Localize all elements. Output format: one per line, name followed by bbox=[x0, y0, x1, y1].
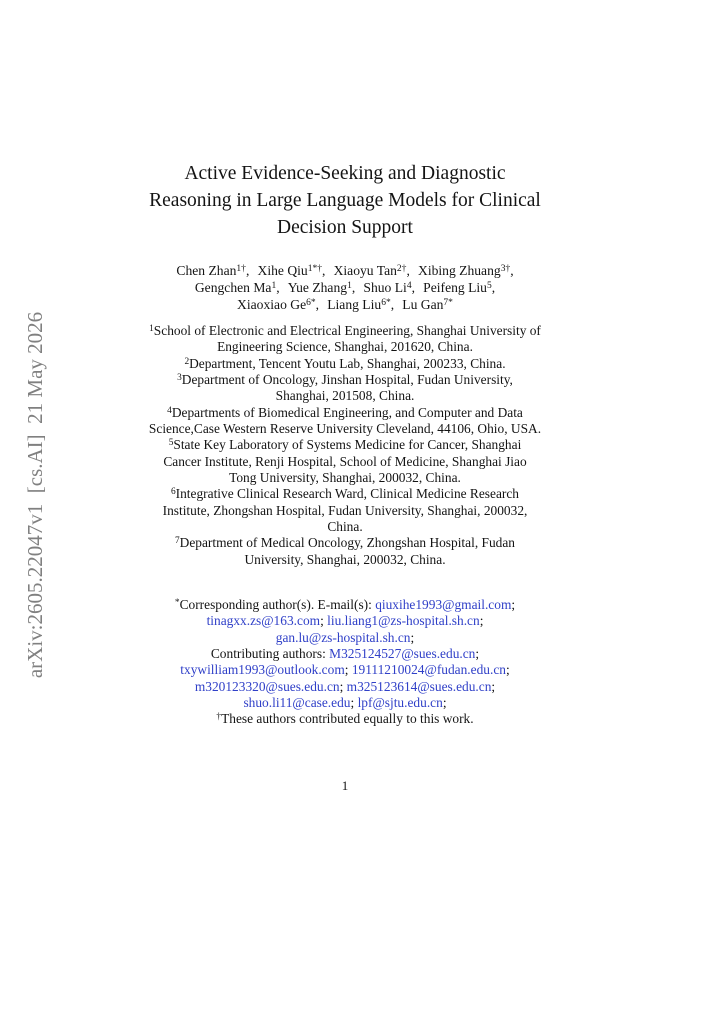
affiliation-number: 1 bbox=[149, 324, 154, 335]
author-separator: , bbox=[245, 263, 250, 278]
correspondence-text: ; bbox=[320, 613, 328, 629]
affiliation-line bbox=[115, 339, 575, 355]
author-separator: , bbox=[351, 280, 356, 295]
correspondence-text: ; bbox=[479, 613, 484, 629]
affiliation-line bbox=[115, 437, 575, 453]
correspondence-line bbox=[115, 679, 575, 695]
affiliation-text: Departments of Biomedical Engineering, and Computer and Data bbox=[171, 404, 523, 420]
correspondence-text: ; bbox=[344, 662, 352, 678]
affiliation-number: 7 bbox=[174, 536, 180, 547]
correspondence-line bbox=[115, 630, 575, 646]
author-separator: , bbox=[322, 263, 326, 278]
affiliation-text: School of Electronic and Electrical Engineering, Shanghai University of bbox=[153, 323, 541, 338]
email-link[interactable]: tinagxx.zs@163.com bbox=[206, 613, 321, 629]
author-line bbox=[115, 296, 575, 313]
email-link[interactable]: liu.liang1@zs-hospital.sh.cn bbox=[327, 613, 480, 629]
affiliation-line bbox=[115, 372, 575, 388]
email-link[interactable]: gan.lu@zs-hospital.sh.cn bbox=[275, 629, 411, 645]
affiliation-number: 2 bbox=[184, 356, 190, 367]
email-link[interactable]: lpf@sjtu.edu.cn bbox=[357, 695, 443, 711]
affiliation-line bbox=[115, 470, 575, 486]
correspondence-line bbox=[115, 597, 575, 613]
correspondence-text: ; bbox=[511, 597, 516, 612]
email-link[interactable]: qiuxihe1993@gmail.com bbox=[375, 597, 512, 612]
author-line bbox=[115, 262, 575, 279]
affiliation-text: Shanghai, 201508, China. bbox=[275, 388, 415, 404]
author-list bbox=[115, 262, 575, 313]
affiliation-text: Cancer Institute, Renji Hospital, School of Medicine, Shanghai Jiao bbox=[163, 453, 527, 469]
author bbox=[423, 280, 495, 295]
author-affiliation-mark: 1*† bbox=[307, 264, 322, 275]
author-affiliation-mark: 2† bbox=[396, 264, 407, 275]
title-line: Decision Support bbox=[277, 217, 413, 238]
affiliation bbox=[115, 437, 575, 486]
affiliation-line bbox=[115, 405, 575, 421]
affiliation-text: Engineering Science, Shanghai, 201620, China. bbox=[217, 339, 473, 355]
author bbox=[195, 280, 280, 295]
author-name: Chen Zhan bbox=[176, 263, 237, 278]
affiliation-text: University, Shanghai, 200032, China. bbox=[244, 551, 446, 567]
title-line: Active Evidence-Seeking and Diagnostic bbox=[184, 163, 506, 184]
affiliation-line bbox=[115, 503, 575, 519]
affiliation-line bbox=[115, 519, 575, 535]
author-separator: , bbox=[510, 263, 514, 278]
correspondence-text: Corresponding author(s). E-mail(s): bbox=[179, 597, 376, 612]
email-link[interactable]: M325124527@sues.edu.cn bbox=[329, 646, 476, 662]
correspondence-line bbox=[115, 613, 575, 629]
author-separator: , bbox=[390, 297, 395, 312]
author-name: Peifeng Liu bbox=[423, 280, 487, 295]
author-name: Xihe Qiu bbox=[257, 263, 308, 278]
author bbox=[418, 263, 514, 278]
author-affiliation-mark: 6* bbox=[381, 298, 391, 309]
affiliation-text: Integrative Clinical Research Ward, Clinical Medicine Research bbox=[175, 486, 520, 502]
correspondence-text: ; bbox=[410, 629, 415, 645]
author-name: Shuo Li bbox=[363, 280, 407, 295]
email-link[interactable]: m320123320@sues.edu.cn bbox=[194, 678, 340, 694]
affiliation-line bbox=[115, 388, 575, 404]
email-link[interactable]: txywilliam1993@outlook.com bbox=[180, 662, 345, 678]
correspondence-text: ; bbox=[442, 695, 447, 711]
affiliation-text: Institute, Zhongshan Hospital, Fudan University, Shanghai, 200032, bbox=[162, 502, 528, 518]
affiliation-line bbox=[115, 421, 575, 437]
footnote-mark: * bbox=[174, 598, 180, 609]
author-name: Xiaoxiao Ge bbox=[237, 297, 307, 312]
email-link[interactable]: shuo.li11@case.edu bbox=[243, 695, 351, 711]
affiliation-text: Science,Case Western Reserve University Cleveland, 44106, Ohio, USA. bbox=[148, 421, 542, 437]
email-link[interactable]: 19111210024@fudan.edu.cn bbox=[351, 662, 506, 678]
affiliation-line bbox=[115, 535, 575, 551]
author-name: Xibing Zhuang bbox=[418, 263, 501, 278]
affiliation bbox=[115, 405, 575, 438]
affiliation-line bbox=[115, 323, 575, 339]
author-affiliation-mark: 4 bbox=[406, 281, 412, 292]
footnote-mark: † bbox=[216, 712, 222, 723]
author-affiliation-mark: 1 bbox=[347, 281, 352, 292]
affiliation-list bbox=[115, 323, 575, 568]
affiliation bbox=[115, 356, 575, 372]
correspondence-line bbox=[115, 695, 575, 711]
author bbox=[258, 263, 326, 278]
page-number: 1 bbox=[341, 778, 349, 793]
author-name: Liang Liu bbox=[327, 297, 382, 312]
affiliation-number: 4 bbox=[167, 405, 172, 416]
author bbox=[237, 297, 319, 312]
author-name: Yue Zhang bbox=[287, 280, 348, 295]
author-separator: , bbox=[411, 280, 416, 295]
paper-title bbox=[115, 160, 575, 241]
correspondence-text: ; bbox=[505, 662, 510, 678]
affiliation-line bbox=[115, 552, 575, 568]
author-name: Gengchen Ma bbox=[194, 280, 272, 295]
affiliation-text: Department of Oncology, Jinshan Hospital, Fudan University, bbox=[181, 372, 513, 388]
affiliation bbox=[115, 486, 575, 535]
correspondence-line bbox=[115, 711, 575, 727]
affiliation bbox=[115, 323, 575, 356]
affiliation-text: Tong University, Shanghai, 200032, China. bbox=[229, 470, 461, 486]
affiliation-number: 5 bbox=[168, 438, 174, 449]
affiliation-line bbox=[115, 454, 575, 470]
correspondence-line bbox=[115, 662, 575, 678]
correspondence-text: ; bbox=[339, 678, 347, 694]
author-line bbox=[115, 279, 575, 296]
author-separator: , bbox=[491, 280, 496, 295]
affiliation-line bbox=[115, 486, 575, 502]
title-line: Reasoning in Large Language Models for Clinical bbox=[149, 190, 541, 211]
email-link[interactable]: m325123614@sues.edu.cn bbox=[346, 678, 492, 694]
affiliation-number: 6 bbox=[170, 487, 176, 498]
correspondence-line bbox=[115, 646, 575, 662]
affiliation bbox=[115, 372, 575, 405]
author bbox=[288, 280, 355, 295]
affiliation-number: 3 bbox=[177, 373, 182, 384]
author-affiliation-mark: 7* bbox=[443, 298, 453, 309]
correspondence-text: ; bbox=[491, 678, 496, 694]
affiliation-text: Department, Tencent Youtu Lab, Shanghai, 200233, China. bbox=[189, 355, 506, 371]
correspondence-text: ; bbox=[475, 646, 480, 662]
author-name: Lu Gan bbox=[402, 297, 444, 312]
author bbox=[327, 297, 394, 312]
correspondence-text: ; bbox=[350, 695, 358, 711]
correspondence-text: These authors contributed equally to this work. bbox=[221, 711, 474, 727]
affiliation-text: China. bbox=[327, 519, 363, 535]
correspondence-text: Contributing authors: bbox=[210, 646, 330, 662]
affiliation-text: Department of Medical Oncology, Zhongshan Hospital, Fudan bbox=[179, 535, 515, 551]
author bbox=[402, 297, 453, 312]
author-affiliation-mark: 1† bbox=[236, 264, 246, 275]
author-separator: , bbox=[315, 297, 320, 312]
author-name: Xiaoyu Tan bbox=[333, 263, 397, 278]
author-separator: , bbox=[276, 280, 280, 295]
affiliation-text: State Key Laboratory of Systems Medicine for Cancer, Shanghai bbox=[173, 437, 522, 453]
author-affiliation-mark: 5 bbox=[486, 281, 492, 292]
author-affiliation-mark: 6* bbox=[306, 298, 316, 309]
author-separator: , bbox=[406, 263, 410, 278]
affiliation bbox=[115, 535, 575, 568]
author bbox=[334, 263, 410, 278]
affiliation-line bbox=[115, 356, 575, 372]
arxiv-identifier-watermark: arXiv:2605.22047v1 [cs.AI] 21 May 2026 bbox=[23, 311, 47, 679]
author bbox=[363, 280, 415, 295]
author-affiliation-mark: 3† bbox=[500, 264, 511, 275]
author-affiliation-mark: 1 bbox=[271, 281, 277, 292]
correspondence-block bbox=[115, 597, 575, 728]
author bbox=[176, 263, 249, 278]
